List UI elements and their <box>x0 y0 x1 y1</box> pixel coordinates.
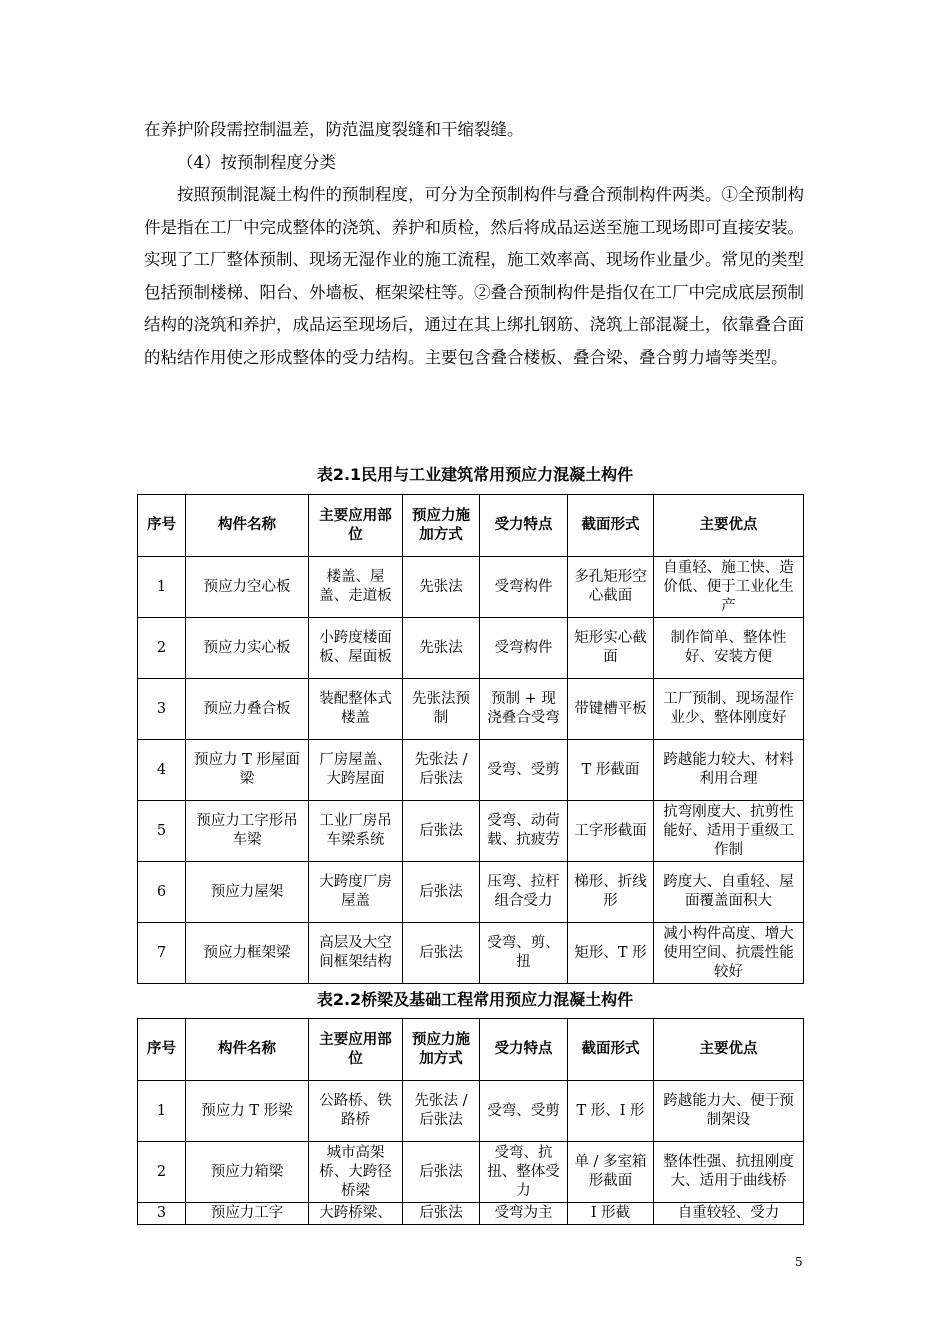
column-header: 主要优点 <box>654 1019 804 1081</box>
table-cell: 预应力屋架 <box>186 862 309 923</box>
table-row <box>138 862 804 923</box>
table-cell: 2 <box>138 618 186 679</box>
table-cell: 受弯、剪、扭 <box>480 923 568 984</box>
column-header: 主要优点 <box>654 495 804 557</box>
column-header: 主要应用部位 <box>309 1019 403 1081</box>
table-cell: 工厂预制、现场湿作业少、整体刚度好 <box>654 679 804 740</box>
table-cell: 2 <box>138 1142 186 1203</box>
table2 <box>137 1018 804 1225</box>
column-header: 截面形式 <box>568 495 654 557</box>
table-row <box>138 679 804 740</box>
table-cell: 跨越能力较大、材料利用合理 <box>654 740 804 801</box>
table-cell: 工业厂房吊车梁系统 <box>309 801 403 862</box>
table1-caption: 表2.1民用与工业建筑常用预应力混凝土构件 <box>316 465 634 484</box>
column-header: 预应力施加方式 <box>403 495 480 557</box>
column-header: 序号 <box>138 1019 186 1081</box>
table-cell: 1 <box>138 557 186 618</box>
table-cell: 受弯、动荷载、抗疲劳 <box>480 801 568 862</box>
table-cell: 自重较轻、受力 <box>654 1203 804 1225</box>
table-cell: 受弯构件 <box>480 557 568 618</box>
table-cell: 大跨桥梁、 <box>309 1203 403 1225</box>
table-cell: 后张法 <box>403 1142 480 1203</box>
table-cell: 预应力箱梁 <box>186 1142 309 1203</box>
table-cell: 预制 + 现浇叠合受弯 <box>480 679 568 740</box>
table-cell: 4 <box>138 740 186 801</box>
table-cell: T 形截面 <box>568 740 654 801</box>
table-cell: 受弯、抗扭、整体受力 <box>480 1142 568 1203</box>
table-cell: 先张法 <box>403 557 480 618</box>
table-cell: 工字形截面 <box>568 801 654 862</box>
column-header: 构件名称 <box>186 495 309 557</box>
table-cell: 后张法 <box>403 801 480 862</box>
table2-caption: 表2.2桥梁及基础工程常用预应力混凝土构件 <box>316 990 634 1009</box>
section-heading: （4）按预制程度分类 <box>177 152 336 172</box>
table-cell: 1 <box>138 1081 186 1142</box>
table-cell: 预应力实心板 <box>186 618 309 679</box>
table-cell: 跨越能力大、便于预制架设 <box>654 1081 804 1142</box>
table-cell: 预应力空心板 <box>186 557 309 618</box>
column-header: 受力特点 <box>480 495 568 557</box>
table-row <box>138 1142 804 1203</box>
table-cell: 受弯为主 <box>480 1203 568 1225</box>
table-cell: 后张法 <box>403 1203 480 1225</box>
table-cell: 受弯构件 <box>480 618 568 679</box>
paragraph-3: 按照预制混凝土构件的预制程度，可分为全预制构件与叠合预制构件两类。①全预制构件是指在工厂中完成整体的浇筑、养护和质检，然后将成品运送至施工现场即可直接安装。实现了工厂整体预制、现场无湿作业的施工流程，施工效率高、现场作业量少。常见的类型包括预制楼梯、阳台、外墙板、框架梁柱等。②叠合预制构件是指仅在工厂中完成底层预制结构的浇筑和养护，成品运至现场后，通过在其上绑扎钢筋、浇筑上部混凝土，依靠叠合面的粘结作用使之形成整体的受力结构。主要包含叠合楼板、叠合梁、叠合剪力墙等类型。 <box>144 185 804 367</box>
body-text <box>144 114 810 374</box>
table-cell: 减小构件高度、增大使用空间、抗震性能较好 <box>654 923 804 984</box>
column-header: 构件名称 <box>186 1019 309 1081</box>
column-header: 受力特点 <box>480 1019 568 1081</box>
column-header: 序号 <box>138 495 186 557</box>
table-cell: 预应力框架梁 <box>186 923 309 984</box>
table-cell: 受弯、受剪 <box>480 740 568 801</box>
table-cell: 跨度大、自重轻、屋面覆盖面积大 <box>654 862 804 923</box>
table-cell: 3 <box>138 679 186 740</box>
table-cell: 单 / 多室箱形截面 <box>568 1142 654 1203</box>
table-cell: 预应力叠合板 <box>186 679 309 740</box>
table-cell: 矩形、T 形 <box>568 923 654 984</box>
table-cell: 制作简单、整体性好、安装方便 <box>654 618 804 679</box>
table-row <box>138 618 804 679</box>
paragraph-1: 在养护阶段需控制温差，防范温度裂缝和干缩裂缝。 <box>144 120 524 139</box>
table-cell: 厂房屋盖、大跨屋面 <box>309 740 403 801</box>
table-cell: 预应力工字 <box>186 1203 309 1225</box>
table-cell: 带键槽平板 <box>568 679 654 740</box>
table-cell: 3 <box>138 1203 186 1225</box>
column-header: 截面形式 <box>568 1019 654 1081</box>
column-header: 预应力施加方式 <box>403 1019 480 1081</box>
table-cell: 先张法 <box>403 618 480 679</box>
table-header-row <box>138 495 804 557</box>
table-cell: 整体性强、抗扭刚度大、适用于曲线桥 <box>654 1142 804 1203</box>
table-cell: 6 <box>138 862 186 923</box>
table-cell: 预应力 T 形屋面梁 <box>186 740 309 801</box>
table-cell: I 形截 <box>568 1203 654 1225</box>
table-row <box>138 801 804 862</box>
table-cell: 先张法 / 后张法 <box>403 1081 480 1142</box>
table-cell: 后张法 <box>403 923 480 984</box>
table-row <box>138 923 804 984</box>
table-cell: 预应力工字形吊车梁 <box>186 801 309 862</box>
table-row <box>138 1081 804 1142</box>
table-cell: 后张法 <box>403 862 480 923</box>
table-cell: 高层及大空间框架结构 <box>309 923 403 984</box>
table-cell: 自重轻、施工快、造价低、便于工业化生产 <box>654 557 804 618</box>
table-cell: 5 <box>138 801 186 862</box>
table-cell: 城市高架桥、大跨径桥梁 <box>309 1142 403 1203</box>
table-cell: 先张法 / 后张法 <box>403 740 480 801</box>
page-number: 5 <box>795 1255 803 1269</box>
table-cell: 预应力 T 形梁 <box>186 1081 309 1142</box>
table-cell: 先张法预制 <box>403 679 480 740</box>
table-cell: 装配整体式楼盖 <box>309 679 403 740</box>
table-cell: 压弯、拉杆组合受力 <box>480 862 568 923</box>
table-row <box>138 557 804 618</box>
table-header-row <box>138 1019 804 1081</box>
table-cell: 楼盖、屋盖、走道板 <box>309 557 403 618</box>
table-cell: 公路桥、铁路桥 <box>309 1081 403 1142</box>
table-row <box>138 740 804 801</box>
table-cell: T 形、I 形 <box>568 1081 654 1142</box>
table1 <box>137 494 804 984</box>
table-row <box>138 1203 804 1225</box>
table-cell: 大跨度厂房屋盖 <box>309 862 403 923</box>
table-cell: 梯形、折线形 <box>568 862 654 923</box>
column-header: 主要应用部位 <box>309 495 403 557</box>
table-cell: 受弯、受剪 <box>480 1081 568 1142</box>
table-cell: 小跨度楼面板、屋面板 <box>309 618 403 679</box>
table-cell: 抗弯刚度大、抗剪性能好、适用于重级工作制 <box>654 801 804 862</box>
table-cell: 7 <box>138 923 186 984</box>
table-cell: 多孔矩形空心截面 <box>568 557 654 618</box>
table-cell: 矩形实心截面 <box>568 618 654 679</box>
